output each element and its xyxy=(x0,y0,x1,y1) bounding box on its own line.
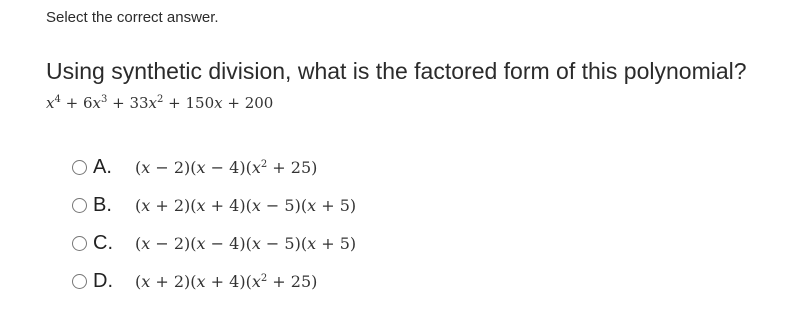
paren: ( xyxy=(245,157,252,177)
factor-rest: − 5) xyxy=(260,195,301,215)
choice-letter-d: D. xyxy=(93,269,113,292)
factor-rest: + 2) xyxy=(150,195,191,215)
choice-letter-c: C. xyxy=(93,231,113,254)
paren: ( xyxy=(300,233,308,253)
factor-rest: + 2) xyxy=(150,271,191,291)
paren: ( xyxy=(135,195,142,215)
term-variable: x xyxy=(46,94,55,112)
choice-a[interactable] xyxy=(72,148,356,186)
factor-variable: x xyxy=(141,271,151,291)
factor-variable: x xyxy=(196,157,206,177)
answer-choices xyxy=(72,148,356,300)
term-exponent: 3 xyxy=(100,94,108,105)
term-exponent: 4 xyxy=(54,94,61,105)
radio-button-d[interactable] xyxy=(72,274,87,289)
factor-rest: + 5) xyxy=(316,233,357,253)
factor-variable: x xyxy=(196,271,206,291)
constant-term: 200 xyxy=(244,94,274,112)
factor-rest: + 25) xyxy=(267,271,318,291)
instruction-text: Select the correct answer. xyxy=(46,9,219,26)
factor-rest: + 4) xyxy=(205,271,246,291)
choice-b-expression xyxy=(135,196,356,215)
paren: ( xyxy=(135,233,142,253)
term-variable: x xyxy=(148,94,158,112)
factor-variable: x xyxy=(307,233,317,253)
factor-variable: x xyxy=(141,195,151,215)
term-coefficient: 33 xyxy=(129,94,149,112)
factor-rest: − 4) xyxy=(205,233,246,253)
choice-c[interactable] xyxy=(72,224,356,262)
paren: ( xyxy=(300,195,308,215)
paren: ( xyxy=(190,195,197,215)
factor-variable: x xyxy=(141,233,151,253)
factor-variable: x xyxy=(196,233,206,253)
factor-variable: x xyxy=(251,233,261,253)
radio-button-a[interactable] xyxy=(72,160,87,175)
choice-a-expression xyxy=(135,158,317,177)
plus-operator: + xyxy=(107,94,130,112)
term-variable: x xyxy=(92,94,101,112)
term-variable: x xyxy=(214,94,223,112)
factor-rest: − 4) xyxy=(205,157,246,177)
factor-exponent: 2 xyxy=(260,158,268,170)
plus-operator: + xyxy=(163,94,186,112)
factor-rest: + 5) xyxy=(316,195,357,215)
paren: ( xyxy=(245,271,252,291)
choice-d[interactable] xyxy=(72,262,356,300)
factor-variable: x xyxy=(251,157,261,177)
paren: ( xyxy=(245,233,252,253)
factor-exponent: 2 xyxy=(260,272,268,284)
factor-variable: x xyxy=(196,195,206,215)
factor-variable: x xyxy=(251,195,261,215)
question-text: Using synthetic division, what is the factored form of this polynomial? xyxy=(46,58,747,84)
choice-letter-b: B. xyxy=(93,193,112,216)
plus-operator: + xyxy=(222,94,245,112)
paren: ( xyxy=(190,157,197,177)
choice-d-expression xyxy=(135,272,317,291)
factor-rest: + 4) xyxy=(205,195,246,215)
paren: ( xyxy=(135,157,142,177)
polynomial-expression xyxy=(46,94,273,112)
term-coefficient: 150 xyxy=(185,94,215,112)
paren: ( xyxy=(135,271,142,291)
factor-variable: x xyxy=(307,195,317,215)
factor-variable: x xyxy=(251,271,261,291)
radio-button-b[interactable] xyxy=(72,198,87,213)
paren: ( xyxy=(190,233,197,253)
plus-operator: + xyxy=(60,94,83,112)
choice-c-expression xyxy=(135,234,356,253)
factor-rest: − 2) xyxy=(150,233,191,253)
term-exponent: 2 xyxy=(157,94,164,105)
choice-letter-a: A. xyxy=(93,155,112,178)
factor-variable: x xyxy=(141,157,151,177)
factor-rest: − 2) xyxy=(150,157,191,177)
term-coefficient: 6 xyxy=(82,94,93,112)
paren: ( xyxy=(190,271,197,291)
radio-button-c[interactable] xyxy=(72,236,87,251)
factor-rest: − 5) xyxy=(260,233,301,253)
factor-rest: + 25) xyxy=(267,157,318,177)
choice-b[interactable] xyxy=(72,186,356,224)
paren: ( xyxy=(245,195,252,215)
